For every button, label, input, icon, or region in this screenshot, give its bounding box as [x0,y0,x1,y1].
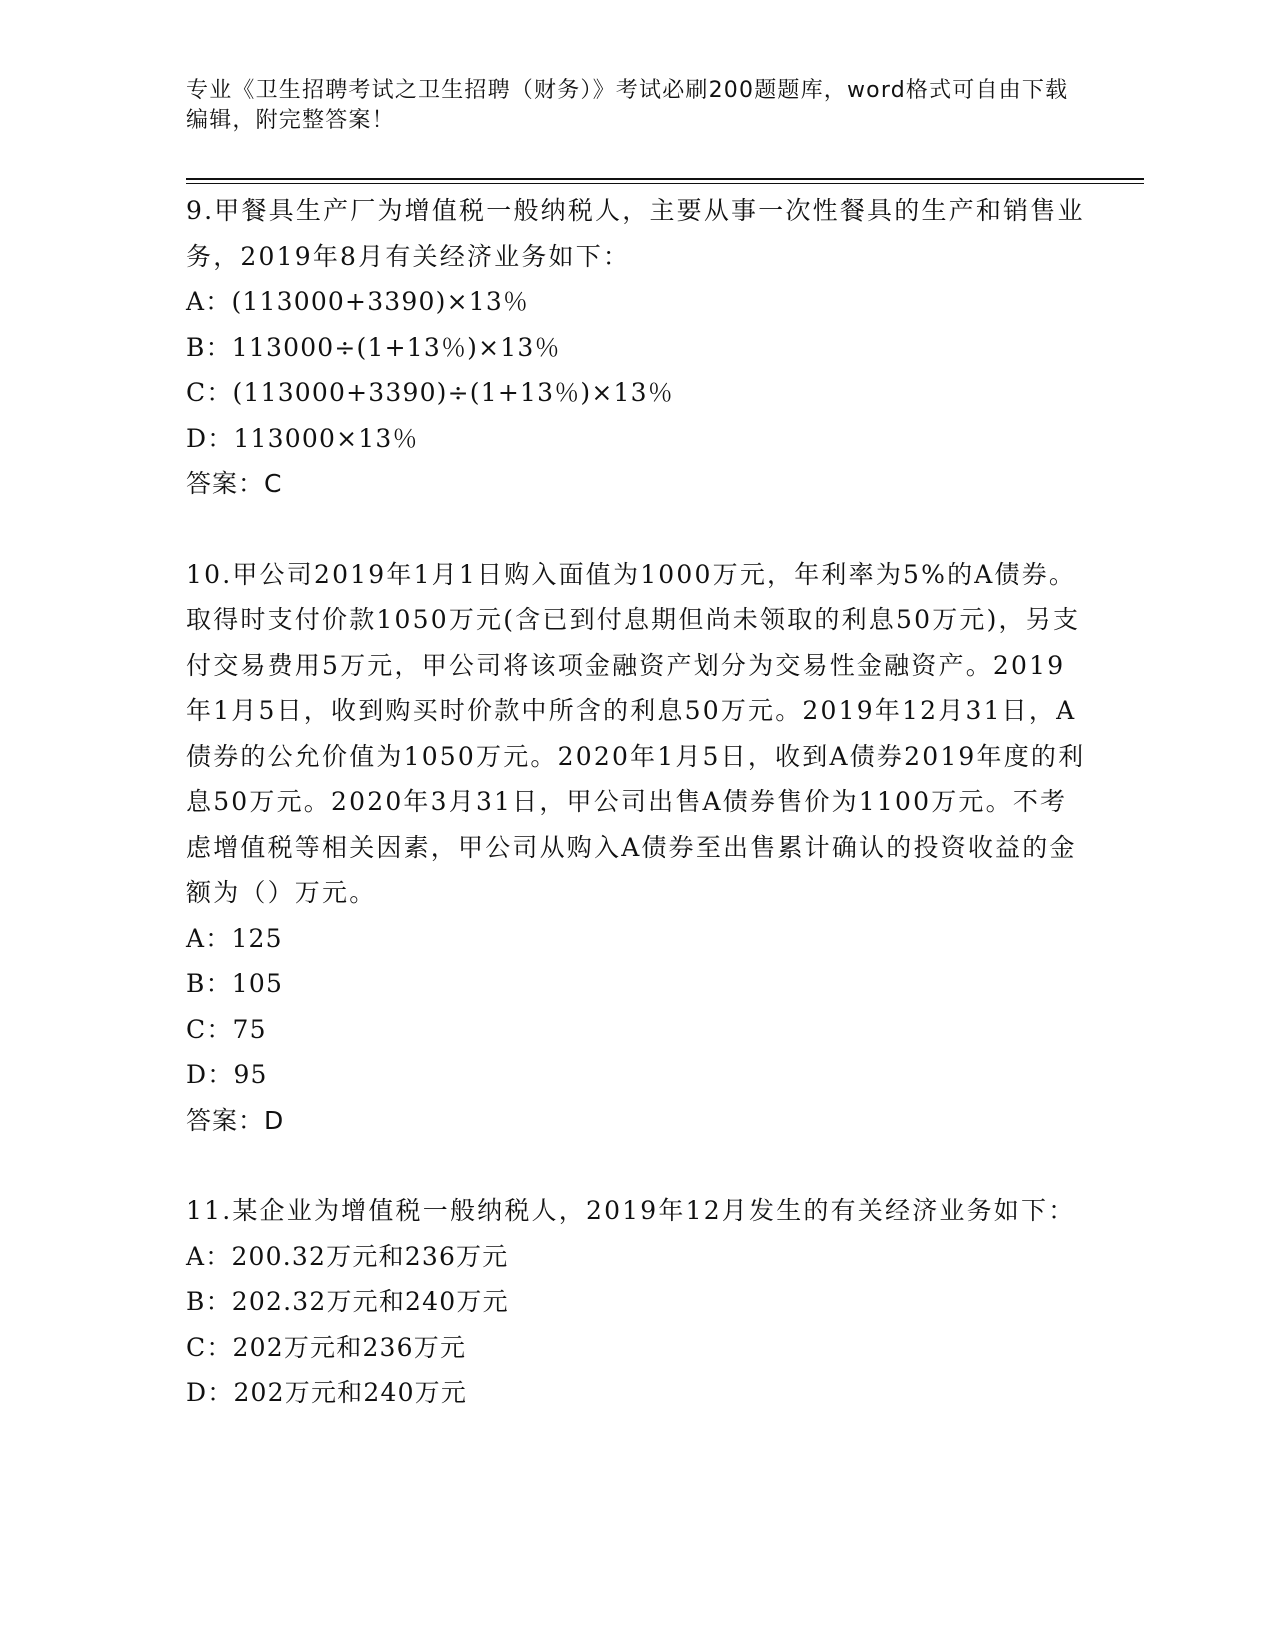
question-list [186,188,1086,1461]
option-b: B：105 [186,969,284,998]
option-b: B：202.32万元和240万元 [186,1287,509,1316]
option-d: D：95 [186,1060,268,1089]
answer-line: 答案：D [186,1105,285,1135]
question-11 [186,1188,1086,1416]
question-10 [186,552,1086,1144]
header-rule-thick [186,178,1144,180]
question-stem: 9.甲餐具生产厂为增值税一般纳税人，主要从事一次性餐具的生产和销售业务，2019年8月有关经济业务如下： [186,196,1085,271]
option-c: C：75 [186,1014,267,1044]
option-c: C：202万元和236万元 [186,1332,467,1362]
question-stem: 11.某企业为增值税一般纳税人，2019年12月发生的有关经济业务如下： [186,1196,1076,1225]
option-d: D：202万元和240万元 [186,1378,468,1407]
option-c: C：(113000+3390)÷(1+13％)×13％ [186,378,674,407]
option-a: A：125 [186,923,283,953]
option-d: D：113000×13％ [186,423,419,453]
header-rule-thin [186,183,1144,184]
document-header: 专业《卫生招聘考试之卫生招聘（财务）》考试必刷200题题库，word格式可自由下载编辑，附完整答案！ [186,78,1069,133]
answer-line: 答案：C [186,469,283,498]
question-9 [186,188,1086,507]
option-b: B：113000÷(1+13％)×13％ [186,332,561,362]
option-a: A：(113000+3390)×13％ [186,287,530,316]
question-stem: 10.甲公司2019年1月1日购入面值为1000万元，年利率为5%的A债券。取得时支付价款1050万元(含已到付息期但尚未领取的利息50万元)，另支付交易费用5万元，甲公司将该项金融资产划分为交易性金融资产。2019年1月5日，收到购买时价款中所含的利息50万元。2019年12月31日，A债券的公允价值为1050万元。2020年1月5日，收到A债券2019年度的利息50万元。2020年3月31日，甲公司出售A债券售价为1100万元。不考虑增值税等相关因素，甲公司从购入A债券至出售累计确认的投资收益的金额为（）万元。 [186,559,1086,907]
option-a: A：200.32万元和236万元 [186,1241,509,1271]
